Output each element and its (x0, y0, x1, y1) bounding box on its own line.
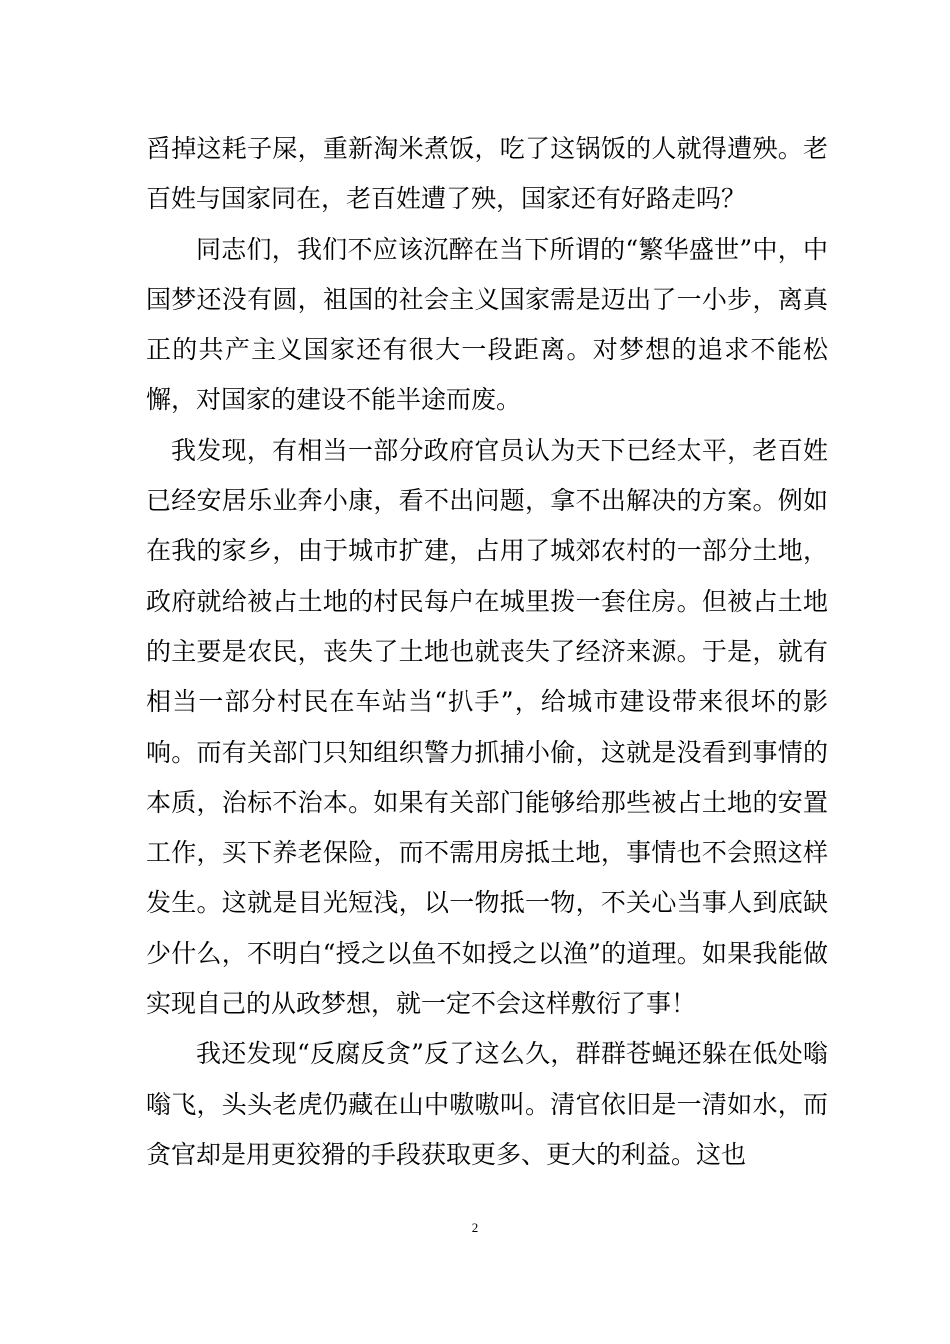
page-number: 2 (471, 1220, 479, 1235)
paragraph-comrades: 同志们，我们不应该沉醉在当下所谓的“繁华盛世”中，中国梦还没有圆，祖国的社会主义国家需是迈出了一小步，离真正的共产主义国家还有很大一段距离。对梦想的追求不能松懈，对国家的建设不能半途而废。 (146, 234, 828, 415)
paragraph-continuation: 舀掉这耗子屎，重新淘米煮饭，吃了这锅饭的人就得遭殃。老百姓与国家同在，老百姓遭了殃，国家还有好路走吗？ (146, 134, 828, 214)
paragraph-anticorruption: 我还发现“反腐反贪”反了这么久，群群苍蝇还躲在低处嗡嗡飞，头头老虎仍藏在山中嗷嗷叫。清官依旧是一清如水，而贪官却是用更狡猾的手段获取更多、更大的利益。这也 (146, 1039, 828, 1169)
paragraph-officials: 我发现，有相当一部分政府官员认为天下已经太平，老百姓已经安居乐业奔小康，看不出问题，拿不出解决的方案。例如在我的家乡，由于城市扩建，占用了城郊农村的一部分土地，政府就给被占土地的村民每户在城里拨一套住房。但被占土地的主要是农民，丧失了土地也就丧失了经济来源。于是，就有相当一部分村民在车站当“扒手”，给城市建设带来很坏的影响。而有关部门只知组织警力抓捕小偷，这就是没看到事情的本质，治标不治本。如果有关部门能够给那些被占土地的安置工作，买下养老保险，而不需用房抵土地，事情也不会照这样发生。这就是目光短浅，以一物抵一物，不关心当事人到底缺少什么，不明白“授之以鱼不如授之以渔”的道理。如果我能做实现自己的从政梦想，就一定不会这样敷衍了事！ (146, 435, 828, 1019)
body-text (146, 124, 828, 1180)
